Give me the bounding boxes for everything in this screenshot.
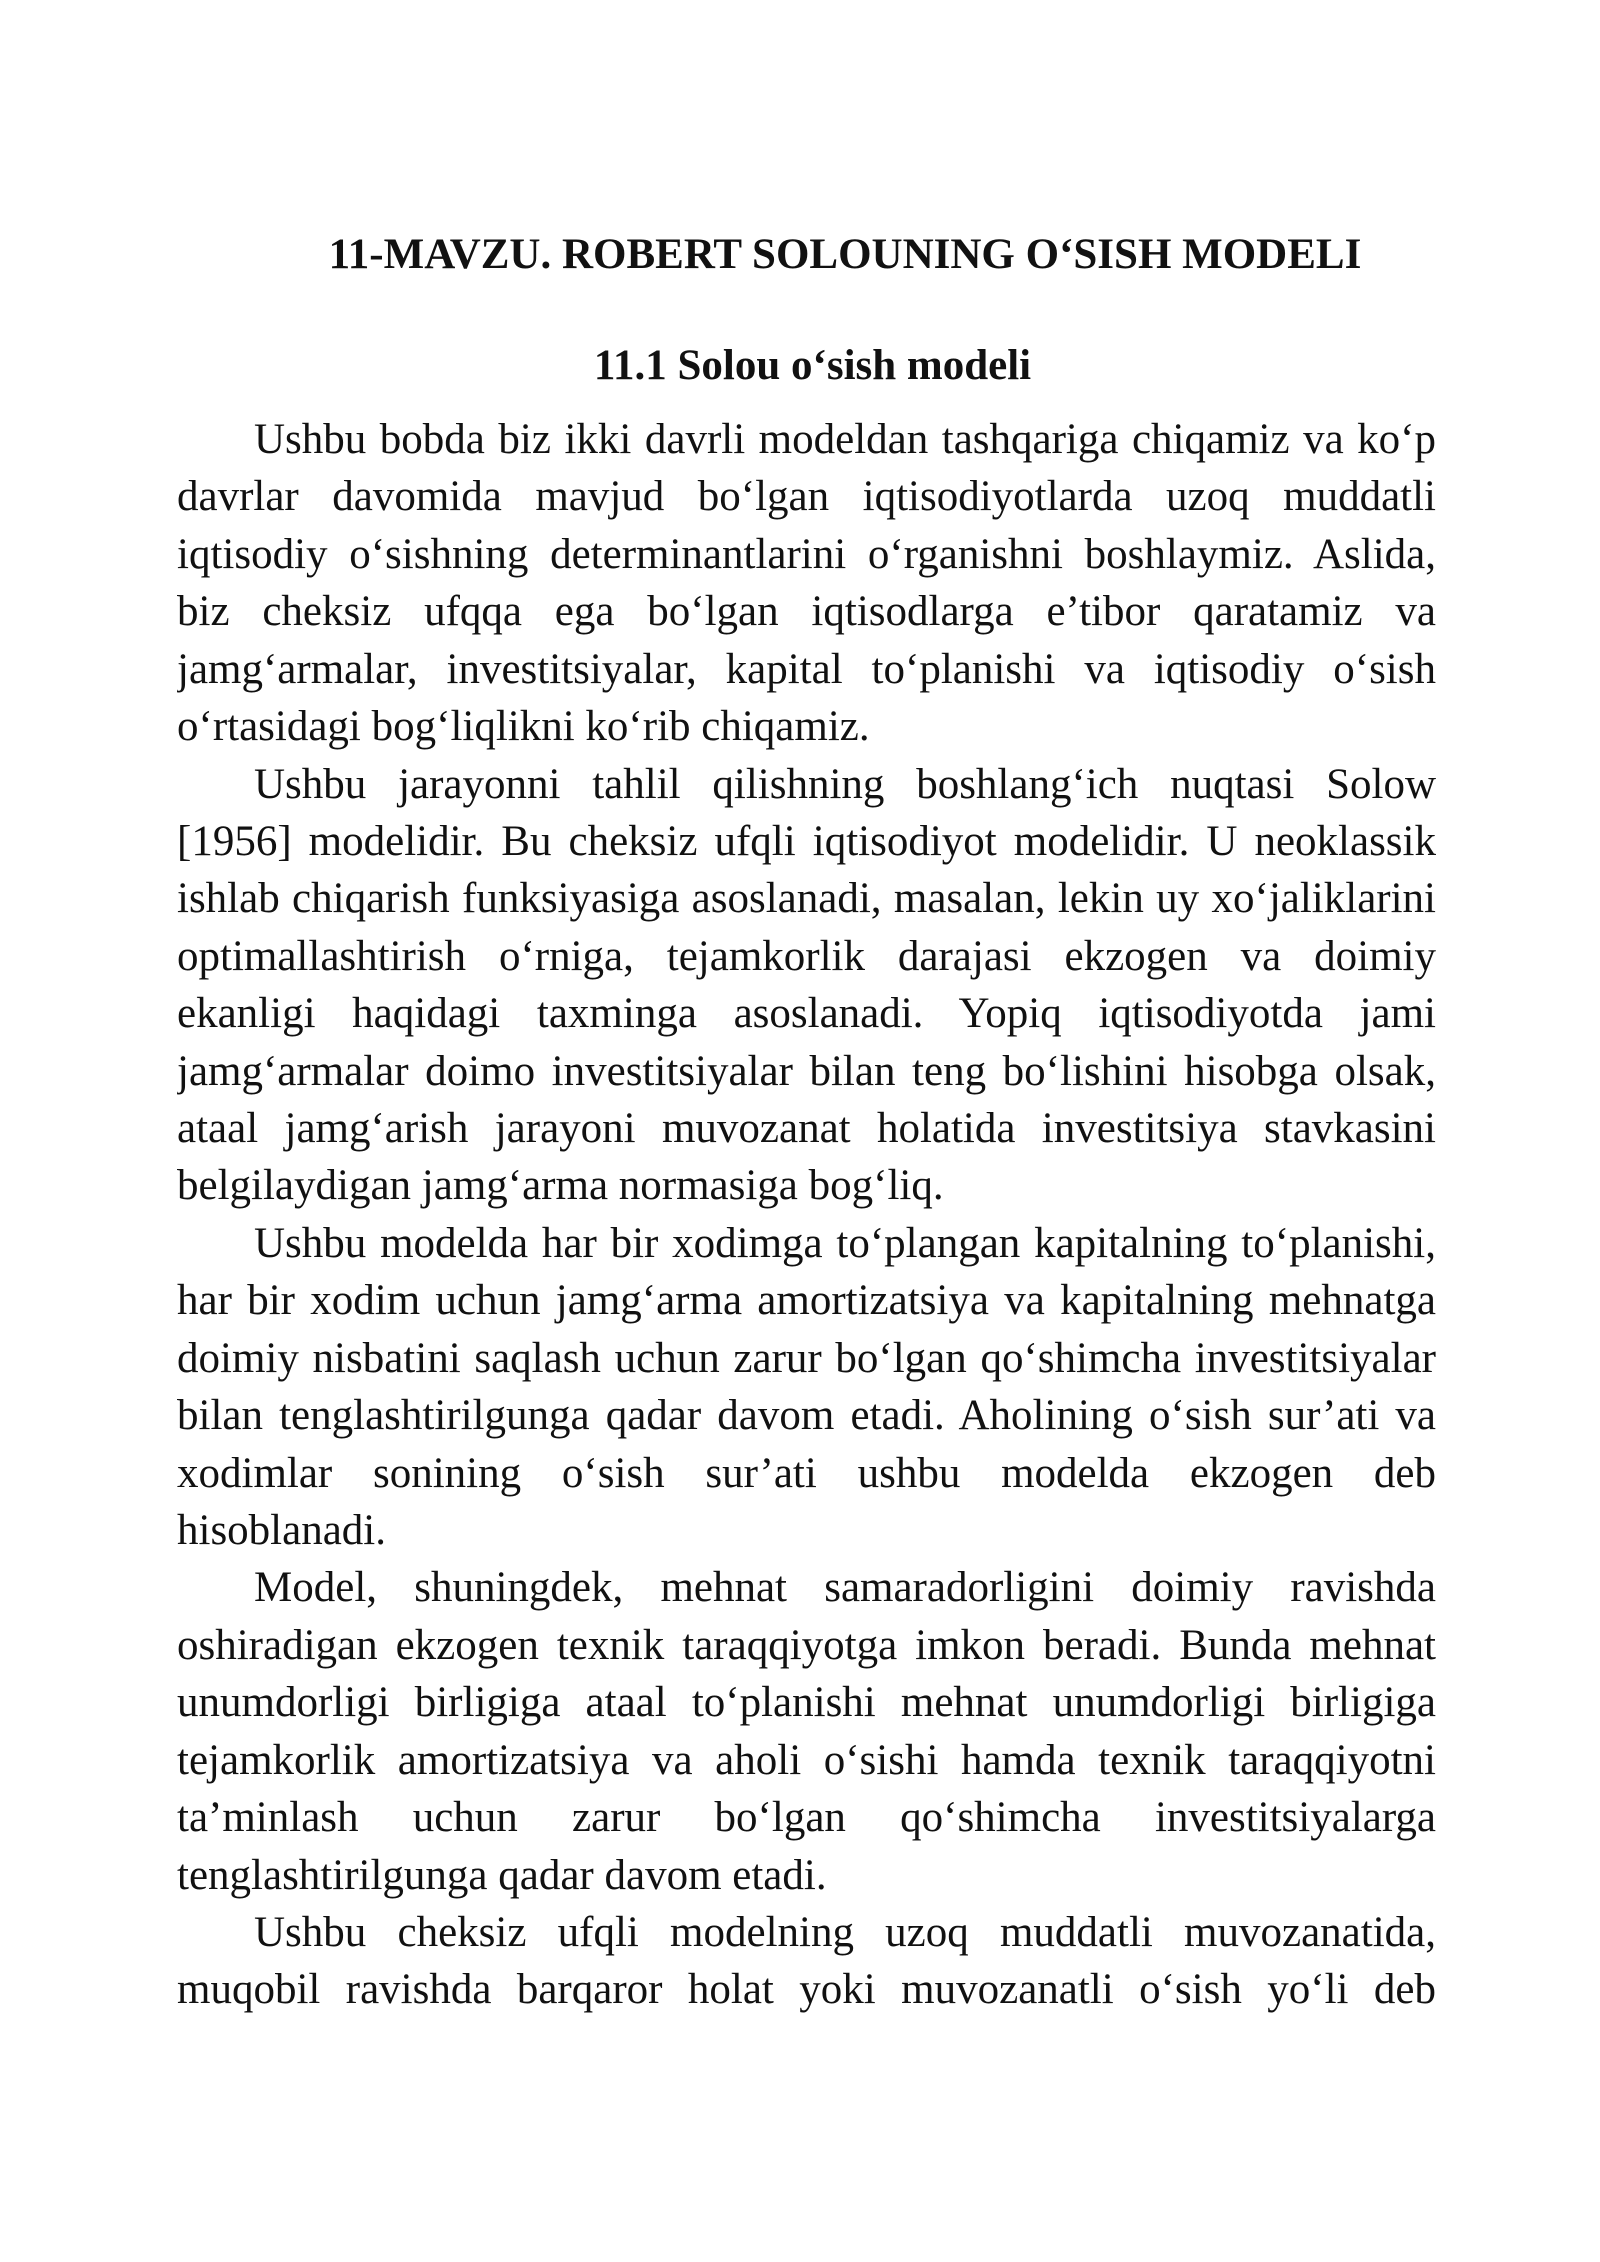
text-line: davrlar davomida mavjud bo‘lgan iqtisodiyotlarda uzoq muddatli	[177, 473, 1436, 521]
text-line: ekanligi haqidagi taxminga asoslanadi. Yopiq iqtisodiyotda jami	[177, 990, 1436, 1038]
paragraph	[177, 1559, 1436, 1904]
text-line: xodimlar sonining o‘sish sur’ati ushbu modelda ekzogen deb	[177, 1449, 1436, 1497]
text-line: ataal jamg‘arish jarayoni muvozanat holatida investitsiya stavkasini	[177, 1105, 1436, 1153]
paragraph	[177, 411, 1436, 756]
text-line: Ushbu cheksiz ufqli modelning uzoq muddatli muvozanatida,	[254, 1908, 1436, 1956]
text-line: jamg‘armalar, investitsiyalar, kapital to‘planishi va iqtisodiy o‘sish	[177, 645, 1436, 693]
text-line: [1956] modelidir. Bu cheksiz ufqli iqtisodiyot modelidir. U neoklassik	[177, 817, 1436, 865]
paragraph	[177, 756, 1436, 1215]
text-line: muqobil ravishda barqaror holat yoki muvozanatli o‘sish yo‘li deb	[177, 1966, 1436, 2014]
section-heading: 11.1 Solou o‘sish modeli	[593, 342, 1032, 389]
text-line: belgilaydigan jamg‘arma normasiga bog‘liq.	[177, 1162, 944, 1210]
text-line: Ushbu bobda biz ikki davrli modeldan tashqariga chiqamiz va ko‘p	[254, 416, 1436, 463]
text-line: har bir xodim uchun jamg‘arma amortizatsiya va kapitalning mehnatga	[177, 1277, 1436, 1325]
text-line: tenglashtirilgunga qadar davom etadi.	[177, 1851, 827, 1899]
text-line: Ushbu jarayonni tahlil qilishning boshlang‘ich nuqtasi Solow	[254, 760, 1436, 808]
text-line: oshiradigan ekzogen texnik taraqqiyotga imkon beradi. Bunda mehnat	[177, 1621, 1436, 1669]
text-line: ishlab chiqarish funksiyasiga asoslanadi, masalan, lekin uy xo‘jaliklarini	[177, 875, 1436, 923]
text-line: hisoblanadi.	[177, 1507, 386, 1555]
text-line: iqtisodiy o‘sishning determinantlarini o‘rganishni boshlaymiz. Aslida,	[177, 530, 1436, 578]
text-line: Ushbu modelda har bir xodimga to‘plangan kapitalning to‘planishi,	[254, 1219, 1436, 1267]
text-line: Model, shuningdek, mehnat samaradorligini doimiy ravishda	[254, 1564, 1436, 1612]
text-line: o‘rtasidagi bog‘liqlikni ko‘rib chiqamiz.	[177, 703, 870, 751]
text-line: doimiy nisbatini saqlash uchun zarur bo‘lgan qo‘shimcha investitsiyalar	[177, 1334, 1436, 1382]
text-line: jamg‘armalar doimo investitsiyalar bilan teng bo‘lishini hisobga olsak,	[177, 1047, 1436, 1095]
text-line: ta’minlash uchun zarur bo‘lgan qo‘shimcha investitsiyalarga	[177, 1794, 1436, 1842]
text-line: tejamkorlik amortizatsiya va aholi o‘sishi hamda texnik taraqqiyotni	[177, 1736, 1436, 1784]
chapter-title: 11-MAVZU. ROBERT SOLOUNING O‘SISH MODELI	[328, 231, 1362, 278]
paragraph	[177, 1215, 1436, 1560]
paragraph	[177, 1904, 1436, 2019]
text-line: unumdorligi birligiga ataal to‘planishi mehnat unumdorligi birligiga	[177, 1679, 1436, 1727]
text-line: biz cheksiz ufqqa ega bo‘lgan iqtisodlarga e’tibor qaratamiz va	[177, 588, 1436, 636]
text-line: optimallashtirish o‘rniga, tejamkorlik darajasi ekzogen va doimiy	[177, 932, 1436, 980]
text-line: bilan tenglashtirilgunga qadar davom etadi. Aholining o‘sish sur’ati va	[177, 1392, 1436, 1440]
body-text	[177, 411, 1436, 2019]
